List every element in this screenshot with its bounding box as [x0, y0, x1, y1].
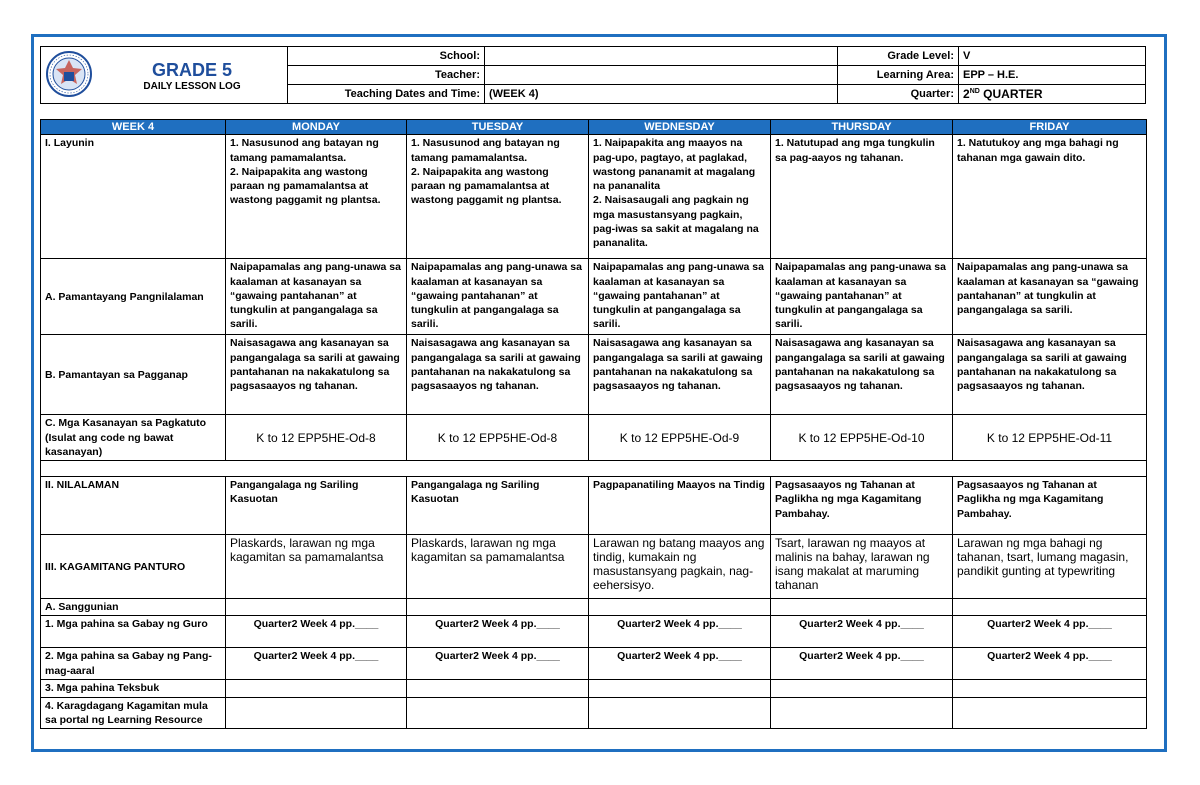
cell[interactable]: K to 12 EPP5HE-Od-10 — [771, 415, 953, 461]
cell[interactable] — [226, 599, 407, 616]
cell[interactable]: Naisasagawa ang kasanayan sa pangangalaga sa sarili at gawaing pantahanan na nakakatulong sa pagsasaayos ng tahanan. — [407, 335, 589, 415]
table-header-row — [41, 120, 1147, 135]
cell[interactable]: 1. Natutukoy ang mga bahagi ng tahanan mga gawain dito. — [953, 135, 1147, 259]
spacer-cell — [41, 461, 1147, 477]
cell[interactable] — [589, 697, 771, 729]
teacher-label: Teacher: — [288, 66, 485, 85]
cell[interactable]: Pagpapanatiling Maayos na Tindig — [589, 477, 771, 535]
table-row — [41, 259, 1147, 335]
table-row — [41, 599, 1147, 616]
title-block — [97, 47, 288, 104]
col-header-friday: FRIDAY — [953, 120, 1147, 135]
col-header-thursday: THURSDAY — [771, 120, 953, 135]
cell[interactable]: 1. Nasusunod ang batayan ng tamang pamamalantsa. 2. Naipapakita ang wastong paraan ng pamamalantsa at wastong paggamit ng plantsa. — [226, 135, 407, 259]
row-label: 2. Mga pahina sa Gabay ng Pang-mag-aaral — [41, 648, 226, 680]
school-field[interactable] — [485, 47, 838, 66]
cell[interactable] — [771, 680, 953, 697]
cell[interactable] — [407, 599, 589, 616]
row-label: C. Mga Kasanayan sa Pagkatuto (Isulat ang code ng bawat kasanayan) — [41, 415, 226, 461]
cell[interactable]: Pangangalaga ng Sariling Kasuotan — [226, 477, 407, 535]
row-label: III. KAGAMITANG PANTURO — [41, 535, 226, 599]
learning-area-field[interactable]: EPP – H.E. — [959, 66, 1146, 85]
cell[interactable] — [407, 680, 589, 697]
grade-level-field[interactable]: V — [959, 47, 1146, 66]
table-row — [41, 415, 1147, 461]
grade-title: GRADE 5 — [151, 59, 232, 80]
table-row — [41, 335, 1147, 415]
row-label: II. NILALAMAN — [41, 477, 226, 535]
cell[interactable] — [771, 697, 953, 729]
header-table — [40, 46, 1146, 104]
cell[interactable]: Quarter2 Week 4 pp.____ — [953, 648, 1147, 680]
school-label: School: — [288, 47, 485, 66]
table-row — [41, 616, 1147, 648]
cell[interactable]: Naisasagawa ang kasanayan sa pangangalaga sa sarili at gawaing pantahanan na nakakatulong sa pagsasaayos ng tahanan. — [953, 335, 1147, 415]
cell[interactable] — [589, 680, 771, 697]
cell[interactable]: Naipapamalas ang pang-unawa sa kaalaman at kasanayan sa “gawaing pantahanan” at tungkulin at pangangalaga sa sarili. — [407, 259, 589, 335]
cell[interactable] — [226, 697, 407, 729]
row-label: 4. Karagdagang Kagamitan mula sa portal ng Learning Resource — [41, 697, 226, 729]
table-row — [41, 648, 1147, 680]
quarter-word: QUARTER — [979, 87, 1043, 101]
cell[interactable]: Naipapamalas ang pang-unawa sa kaalaman at kasanayan sa “gawaing pantahanan” at tungkulin at pangangalaga sa sarili. — [226, 259, 407, 335]
table-row — [41, 680, 1147, 697]
col-header-tuesday: TUESDAY — [407, 120, 589, 135]
cell[interactable]: Larawan ng mga bahagi ng tahanan, tsart, lumang magasin, pandikit gunting at typewriting — [953, 535, 1147, 599]
cell[interactable] — [589, 599, 771, 616]
col-header-monday: MONDAY — [226, 120, 407, 135]
row-label: A. Sanggunian — [41, 599, 226, 616]
lesson-log-table — [40, 119, 1147, 729]
teacher-field[interactable] — [485, 66, 838, 85]
cell[interactable]: Naipapamalas ang pang-unawa sa kaalaman at kasanayan sa “gawaing pantahanan” at tungkulin at pangangalaga sa sarili. — [771, 259, 953, 335]
dates-field[interactable]: (WEEK 4) — [485, 85, 838, 104]
cell[interactable]: Larawan ng batang maayos ang tindig, kumakain ng masustansyang pagkain, nag-eehersisyo. — [589, 535, 771, 599]
row-label: I. Layunin — [41, 135, 226, 259]
quarter-suffix: ND — [969, 88, 980, 95]
table-row — [41, 697, 1147, 729]
cell[interactable] — [953, 680, 1147, 697]
quarter-field[interactable] — [959, 85, 1146, 104]
row-label: A. Pamantayang Pangnilalaman — [41, 259, 226, 335]
col-header-week: WEEK 4 — [41, 120, 226, 135]
cell[interactable]: Pagsasaayos ng Tahanan at Paglikha ng mga Kagamitang Pambahay. — [953, 477, 1147, 535]
cell[interactable]: 1. Nasusunod ang batayan ng tamang pamamalantsa. 2. Naipapakita ang wastong paraan ng pamamalantsa at wastong paggamit ng plantsa. — [407, 135, 589, 259]
col-header-wednesday: WEDNESDAY — [589, 120, 771, 135]
cell[interactable]: 1. Natutupad ang mga tungkulin sa pag-aayos ng tahanan. — [771, 135, 953, 259]
deped-seal-icon — [45, 50, 93, 98]
cell[interactable]: Naipapamalas ang pang-unawa sa kaalaman at kasanayan sa “gawaing pantahanan” at tungkulin at pangangalaga sa sarili. — [953, 259, 1147, 335]
cell[interactable] — [771, 599, 953, 616]
log-subtitle: DAILY LESSON LOG — [143, 80, 241, 92]
cell[interactable]: Quarter2 Week 4 pp.____ — [226, 616, 407, 648]
cell[interactable]: Quarter2 Week 4 pp.____ — [771, 648, 953, 680]
cell[interactable]: Naisasagawa ang kasanayan sa pangangalaga sa sarili at gawaing pantahanan na nakakatulong sa pagsasaayos ng tahanan. — [589, 335, 771, 415]
row-label: B. Pamantayan sa Pagganap — [41, 335, 226, 415]
cell[interactable]: Quarter2 Week 4 pp.____ — [771, 616, 953, 648]
cell[interactable] — [953, 697, 1147, 729]
cell[interactable]: Pangangalaga ng Sariling Kasuotan — [407, 477, 589, 535]
cell[interactable] — [953, 599, 1147, 616]
cell[interactable]: K to 12 EPP5HE-Od-8 — [226, 415, 407, 461]
cell[interactable]: Tsart, larawan ng maayos at malinis na bahay, larawan ng isang makalat at maruming tahanan — [771, 535, 953, 599]
quarter-number: 2 — [963, 87, 970, 101]
cell[interactable]: Quarter2 Week 4 pp.____ — [407, 648, 589, 680]
cell[interactable]: K to 12 EPP5HE-Od-8 — [407, 415, 589, 461]
cell[interactable] — [407, 697, 589, 729]
cell[interactable]: 1. Naipapakita ang maayos na pag-upo, pagtayo, at paglakad, wastong pananamit at magalang na pananalita 2. Naisasaugali ang pagkain ng mga masustansyang pagkain, pag-iwas sa sakit at magalang na pananalita. — [589, 135, 771, 259]
cell[interactable]: Plaskards, larawan ng mga kagamitan sa pamamalantsa — [226, 535, 407, 599]
cell[interactable]: Quarter2 Week 4 pp.____ — [589, 648, 771, 680]
cell[interactable]: Naisasagawa ang kasanayan sa pangangalaga sa sarili at gawaing pantahanan na nakakatulong sa pagsasaayos ng tahanan. — [771, 335, 953, 415]
table-row — [41, 135, 1147, 259]
spacer-row — [41, 461, 1147, 477]
cell[interactable]: Plaskards, larawan ng mga kagamitan sa pamamalantsa — [407, 535, 589, 599]
cell[interactable]: K to 12 EPP5HE-Od-9 — [589, 415, 771, 461]
row-label: 1. Mga pahina sa Gabay ng Guro — [41, 616, 226, 648]
dates-label: Teaching Dates and Time: — [288, 85, 485, 104]
cell[interactable]: Pagsasaayos ng Tahanan at Paglikha ng mga Kagamitang Pambahay. — [771, 477, 953, 535]
deped-seal — [41, 47, 98, 104]
table-row — [41, 477, 1147, 535]
cell[interactable] — [226, 680, 407, 697]
cell[interactable]: Naisasagawa ang kasanayan sa pangangalaga sa sarili at gawaing pantahanan na nakakatulong sa pagsasaayos ng tahanan. — [226, 335, 407, 415]
cell[interactable]: K to 12 EPP5HE-Od-11 — [953, 415, 1147, 461]
cell[interactable]: Quarter2 Week 4 pp.____ — [953, 616, 1147, 648]
cell[interactable]: Naipapamalas ang pang-unawa sa kaalaman at kasanayan sa “gawaing pantahanan” at tungkulin at pangangalaga sa sarili. — [589, 259, 771, 335]
learning-area-label: Learning Area: — [838, 66, 959, 85]
cell[interactable]: Quarter2 Week 4 pp.____ — [226, 648, 407, 680]
cell[interactable]: Quarter2 Week 4 pp.____ — [407, 616, 589, 648]
quarter-label: Quarter: — [838, 85, 959, 104]
grade-level-label: Grade Level: — [838, 47, 959, 66]
cell[interactable]: Quarter2 Week 4 pp.____ — [589, 616, 771, 648]
row-label: 3. Mga pahina Teksbuk — [41, 680, 226, 697]
table-row — [41, 535, 1147, 599]
